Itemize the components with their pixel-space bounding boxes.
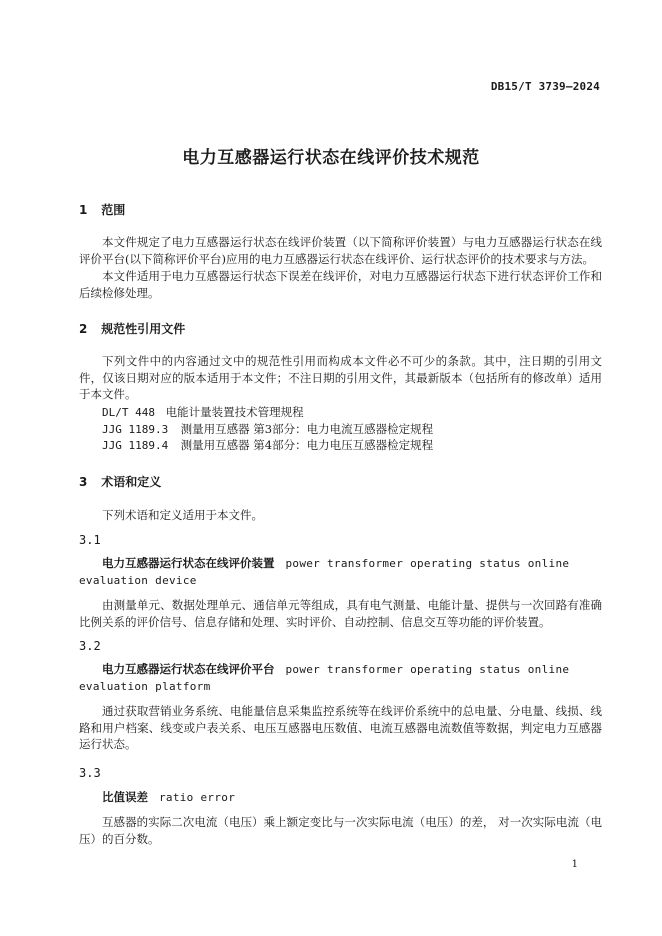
- reference-item: [102, 421, 433, 437]
- clause-number: 3.3: [79, 766, 101, 780]
- section-title: 规范性引用文件: [101, 322, 186, 336]
- term-en: power transformer operating status online evaluation device: [79, 557, 570, 587]
- term-zh: 比值误差: [102, 790, 148, 804]
- section-title: 范围: [101, 203, 126, 217]
- page-number: 1: [571, 859, 578, 870]
- section-number: 3: [79, 475, 88, 489]
- section-3-heading: [79, 473, 161, 490]
- paragraph: 本文件规定了电力互感器运行状态在线评价装置（以下简称评价装置）与电力互感器运行状态在线评价平台(以下简称评价平台)应用的电力互感器运行状态在线评价、运行状态评价的技术要求与方法。: [79, 235, 602, 266]
- clause-number: 3.2: [79, 639, 101, 653]
- paragraph: 本文件适用于电力互感器运行状态下误差在线评价，对电力互感器运行状态下进行状态评价工作和后续检修处理。: [79, 269, 602, 300]
- standard-code: DB15/T 3739—2024: [490, 80, 600, 93]
- section-1-heading: [79, 201, 125, 218]
- paragraph: 下列文件中的内容通过文中的规范性引用而构成本文件必不可少的条款。其中，注日期的引用文件，仅该日期对应的版本适用于本文件；不注日期的引用文件，其最新版本（包括所有的修改单）适用于本文件。: [79, 354, 602, 401]
- reference-code: DL/T 448: [102, 406, 155, 419]
- reference-code: JJG 1189.3: [102, 423, 169, 436]
- reference-item: [102, 404, 304, 420]
- section-2-heading: [79, 320, 185, 337]
- clause-number: 3.1: [79, 533, 101, 547]
- term-en: ratio error: [158, 791, 236, 804]
- reference-code: JJG 1189.4: [102, 439, 169, 452]
- section-number: 1: [79, 203, 88, 217]
- term-entry: [79, 789, 602, 806]
- term-definition: 由测量单元、数据处理单元、通信单元等组成，具有电气测量、电能计量、提供与一次回路有准确比例关系的评价信号、信息存储和处理、实时评价、自动控制、信息交互等功能的评价装置。: [79, 598, 602, 629]
- paragraph: 下列术语和定义适用于本文件。: [102, 508, 263, 522]
- term-entry: [79, 555, 602, 589]
- reference-item: [102, 437, 433, 453]
- term-entry: [79, 661, 602, 695]
- document-title: 电力互感器运行状态在线评价技术规范: [182, 148, 480, 168]
- term-zh: 电力互感器运行状态在线评价装置: [102, 556, 275, 570]
- reference-title: 测量用互感器 第4部分：电力电压互感器检定规程: [180, 438, 434, 452]
- term-definition: 通过获取营销业务系统、电能量信息采集监控系统等在线评价系统中的总电量、分电量、线损、线路和用户档案、线变或户表关系、电压互感器电压数值、电流互感器电流数值等数据，判定电力互感器运行状态。: [79, 704, 602, 751]
- reference-title: 电能计量装置技术管理规程: [165, 405, 304, 419]
- term-definition: 互感器的实际二次电流（电压）乘上额定变比与一次实际电流（电压）的差， 对一次实际电流（电压）的百分数。: [79, 815, 602, 846]
- reference-title: 测量用互感器 第3部分：电力电流互感器检定规程: [180, 422, 434, 436]
- section-number: 2: [79, 322, 88, 336]
- term-en: power transformer operating status online evaluation platform: [79, 663, 570, 693]
- term-zh: 电力互感器运行状态在线评价平台: [102, 662, 275, 676]
- section-title: 术语和定义: [101, 475, 162, 489]
